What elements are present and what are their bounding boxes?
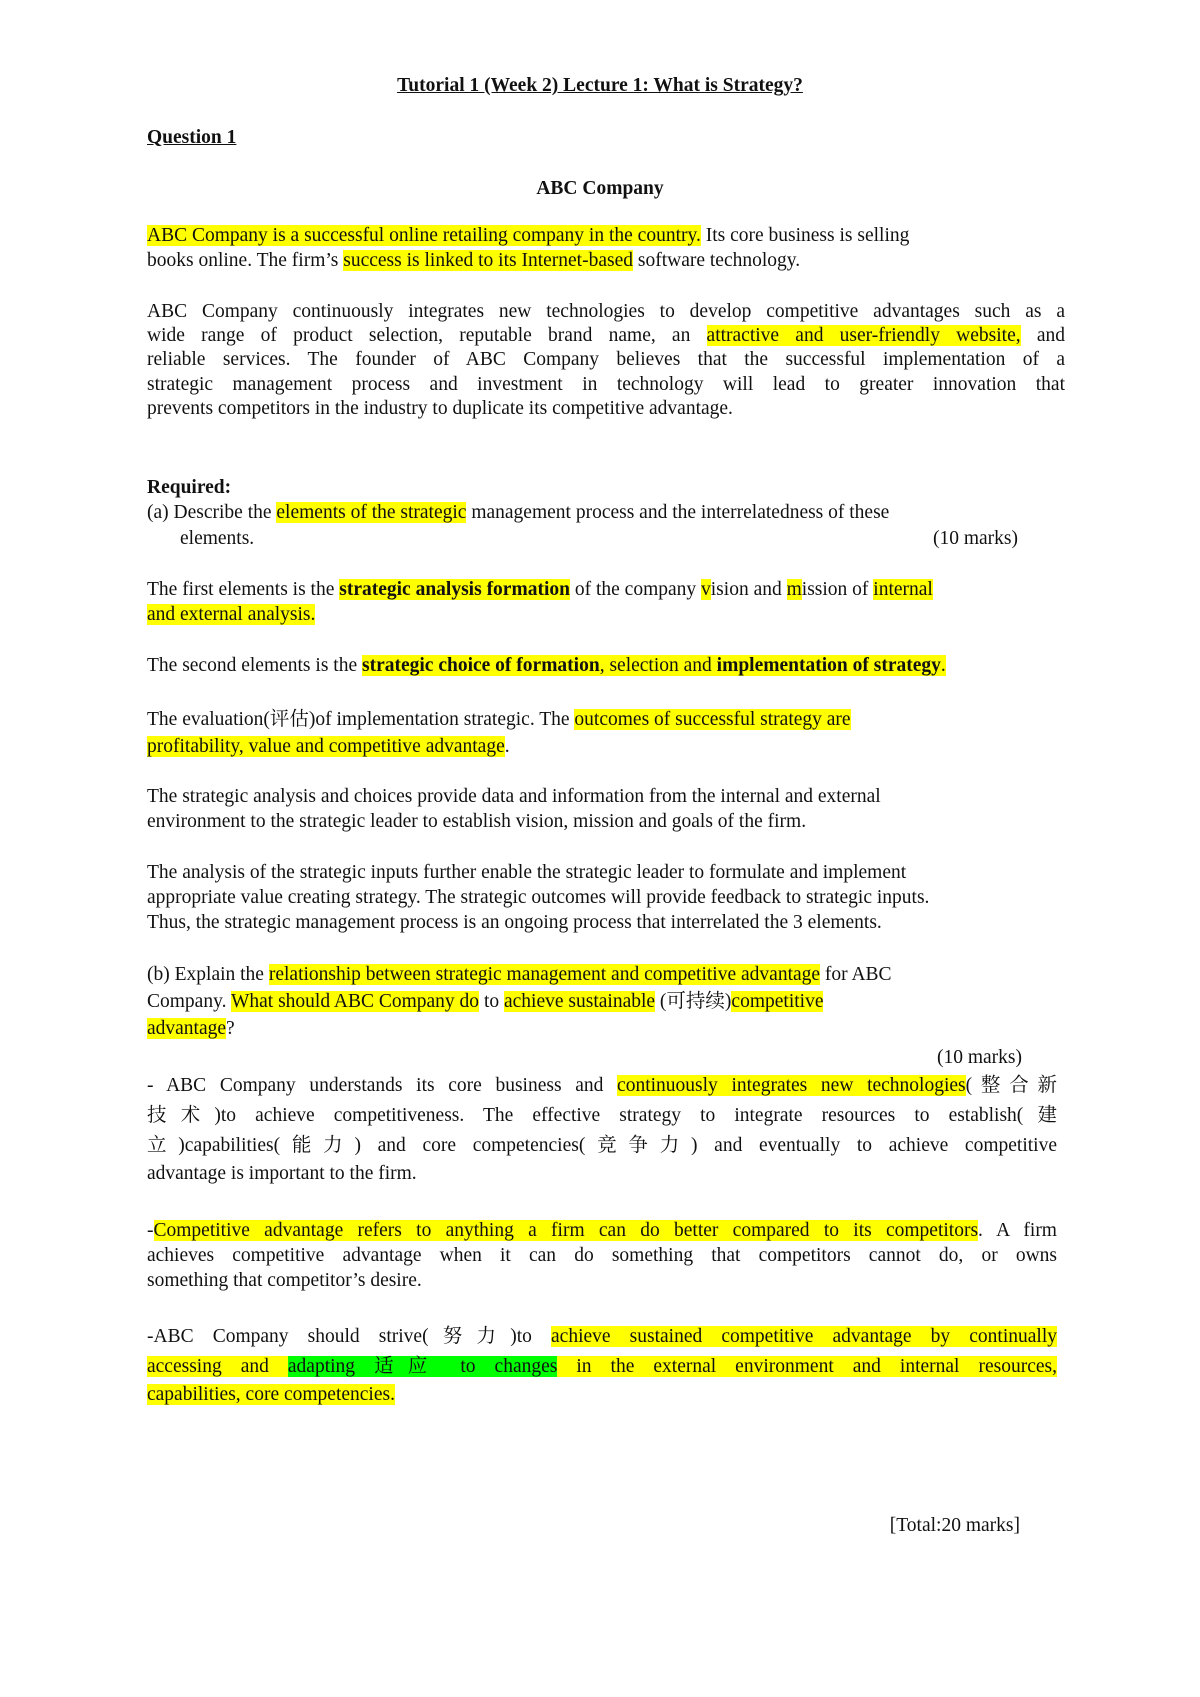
answer-a-p1-line1: The first elements is the strategic analysis formation of the company vision and mission of internal: [147, 579, 933, 600]
case-p1-line1: ABC Company is a successful online retailing company in the country. Its core business is selling: [147, 225, 910, 246]
answer-a-p4-line2: environment to the strategic leader to establish vision, mission and goals of the firm.: [147, 811, 807, 832]
answer-b-p2-line3: something that competitor’s desire.: [147, 1270, 422, 1291]
required-label: Required:: [147, 477, 232, 498]
case-p2-line3: reliable services. The founder of ABC Company believes that the successful implementation of a: [147, 349, 1065, 370]
answer-a-p2: The second elements is the strategic choice of formation, selection and implementation of strategy.: [147, 655, 946, 676]
total-marks: [Total:20 marks]: [889, 1515, 1020, 1536]
answer-a-p5-line2: appropriate value creating strategy. The strategic outcomes will provide feedback to strategic inputs.: [147, 887, 930, 908]
answer-b-p2-line2: achieves competitive advantage when it can do something that competitors cannot do, or owns: [147, 1245, 1057, 1266]
question-b-marks: (10 marks): [936, 1047, 1022, 1068]
answer-a-p5-line3: Thus, the strategic management process is an ongoing process that interrelated the 3 elements.: [147, 912, 882, 933]
answer-b-p1-line3: 立)capabilities(能力) and core competencies(竞争力) and eventually to achieve competitive: [147, 1135, 1057, 1156]
case-title: ABC Company: [536, 178, 664, 199]
case-p1-line2: books online. The firm’s success is linked to its Internet-based software technology.: [147, 250, 801, 271]
answer-b-p1-line4: advantage is important to the firm.: [147, 1163, 417, 1184]
answer-a-p5-line1: The analysis of the strategic inputs further enable the strategic leader to formulate and implement: [147, 862, 907, 883]
case-p2-line1: ABC Company continuously integrates new technologies to develop competitive advantages such as a: [147, 301, 1065, 322]
answer-b-p3-line1: -ABC Company should strive(努力)to achieve sustained competitive advantage by continually: [147, 1326, 1057, 1347]
answer-b-p3-line2: accessing and adapting 适应 to changes in the external environment and internal resources,: [147, 1356, 1057, 1377]
answer-b-p3-line3: capabilities, core competencies.: [147, 1384, 395, 1405]
question-b-line3: advantage?: [147, 1018, 235, 1039]
answer-a-p3-line1: The evaluation(评估)of implementation strategic. The outcomes of successful strategy are: [147, 709, 851, 730]
question-b-line1: (b) Explain the relationship between strategic management and competitive advantage for ABC: [147, 964, 892, 985]
question-a-marks: (10 marks): [932, 528, 1018, 549]
question-a-line1: (a) Describe the elements of the strategic management process and the interrelatedness of these: [147, 502, 890, 523]
answer-b-p2-line1: -Competitive advantage refers to anything a firm can do better compared to its competitors. A firm: [147, 1220, 1057, 1241]
answer-a-p4-line1: The strategic analysis and choices provide data and information from the internal and external: [147, 786, 881, 807]
answer-a-p1-line2: and external analysis.: [147, 604, 316, 625]
question-b-line2: Company. What should ABC Company do to achieve sustainable (可持续)competitive: [147, 991, 824, 1012]
answer-b-p1-line2: 技术)to achieve competitiveness. The effective strategy to integrate resources to establish(建: [147, 1105, 1057, 1126]
question-label: Question 1: [147, 127, 237, 148]
case-p2-line4: strategic management process and investment in technology will lead to greater innovation that: [147, 374, 1065, 395]
case-p2-line5: prevents competitors in the industry to duplicate its competitive advantage.: [147, 398, 733, 419]
answer-b-p1-line1: - ABC Company understands its core business and continuously integrates new technologies(整合新: [147, 1075, 1058, 1096]
case-p2-line2: wide range of product selection, reputable brand name, an attractive and user-friendly website, and: [147, 325, 1066, 346]
answer-a-p3-line2: profitability, value and competitive advantage.: [147, 736, 510, 757]
page-title: Tutorial 1 (Week 2) Lecture 1: What is Strategy?: [397, 75, 803, 96]
question-a-line2: elements.: [180, 528, 255, 549]
